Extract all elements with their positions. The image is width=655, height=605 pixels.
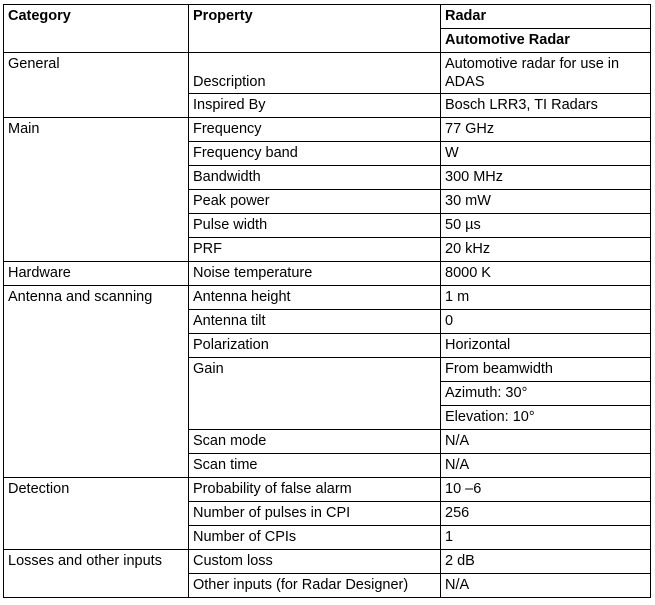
value-gain-azimuth: Azimuth: 30° xyxy=(441,382,651,406)
value-antenna-tilt: 0 xyxy=(441,310,651,334)
table-row xyxy=(4,286,651,310)
property-custom-loss: Custom loss xyxy=(189,550,441,574)
value-frequency-band: W xyxy=(441,142,651,166)
property-polarization: Polarization xyxy=(189,334,441,358)
property-pulses-cpi: Number of pulses in CPI xyxy=(189,502,441,526)
value-gain: From beamwidth xyxy=(441,358,651,382)
property-description: Description xyxy=(189,53,441,94)
value-scan-mode: N/A xyxy=(441,430,651,454)
property-antenna-tilt: Antenna tilt xyxy=(189,310,441,334)
property-bandwidth: Bandwidth xyxy=(189,166,441,190)
property-frequency-band: Frequency band xyxy=(189,142,441,166)
property-frequency: Frequency xyxy=(189,118,441,142)
property-gain: Gain xyxy=(189,358,441,430)
value-custom-loss: 2 dB xyxy=(441,550,651,574)
header-radar-name: Automotive Radar xyxy=(441,29,651,53)
header-radar: Radar xyxy=(441,5,651,29)
value-scan-time: N/A xyxy=(441,454,651,478)
value-inspired-by: Bosch LRR3, TI Radars xyxy=(441,94,651,118)
value-description: Automotive radar for use in ADAS xyxy=(441,53,651,94)
table-row xyxy=(4,550,651,574)
value-peak-power: 30 mW xyxy=(441,190,651,214)
value-other-inputs: N/A xyxy=(441,574,651,598)
category-antenna: Antenna and scanning xyxy=(4,286,189,478)
table-row xyxy=(4,478,651,502)
property-noise-temperature: Noise temperature xyxy=(189,262,441,286)
table-row xyxy=(4,262,651,286)
value-gain-elevation: Elevation: 10° xyxy=(441,406,651,430)
category-hardware: Hardware xyxy=(4,262,189,286)
property-prf: PRF xyxy=(189,238,441,262)
property-pfa: Probability of false alarm xyxy=(189,478,441,502)
category-general: General xyxy=(4,53,189,118)
value-antenna-height: 1 m xyxy=(441,286,651,310)
value-pulses-cpi: 256 xyxy=(441,502,651,526)
value-polarization: Horizontal xyxy=(441,334,651,358)
value-noise-temperature: 8000 K xyxy=(441,262,651,286)
table-row xyxy=(4,118,651,142)
header-row xyxy=(4,5,651,29)
value-pulse-width: 50 µs xyxy=(441,214,651,238)
property-num-cpis: Number of CPIs xyxy=(189,526,441,550)
value-num-cpis: 1 xyxy=(441,526,651,550)
property-other-inputs: Other inputs (for Radar Designer) xyxy=(189,574,441,598)
property-antenna-height: Antenna height xyxy=(189,286,441,310)
value-prf: 20 kHz xyxy=(441,238,651,262)
table-row xyxy=(4,53,651,94)
value-frequency: 77 GHz xyxy=(441,118,651,142)
radar-parameters-table xyxy=(3,4,651,598)
property-inspired-by: Inspired By xyxy=(189,94,441,118)
header-category: Category xyxy=(4,5,189,53)
category-losses: Losses and other inputs xyxy=(4,550,189,598)
property-peak-power: Peak power xyxy=(189,190,441,214)
header-property: Property xyxy=(189,5,441,53)
category-detection: Detection xyxy=(4,478,189,550)
property-pulse-width: Pulse width xyxy=(189,214,441,238)
value-bandwidth: 300 MHz xyxy=(441,166,651,190)
property-scan-mode: Scan mode xyxy=(189,430,441,454)
category-main: Main xyxy=(4,118,189,262)
value-pfa: 10 –6 xyxy=(441,478,651,502)
property-scan-time: Scan time xyxy=(189,454,441,478)
